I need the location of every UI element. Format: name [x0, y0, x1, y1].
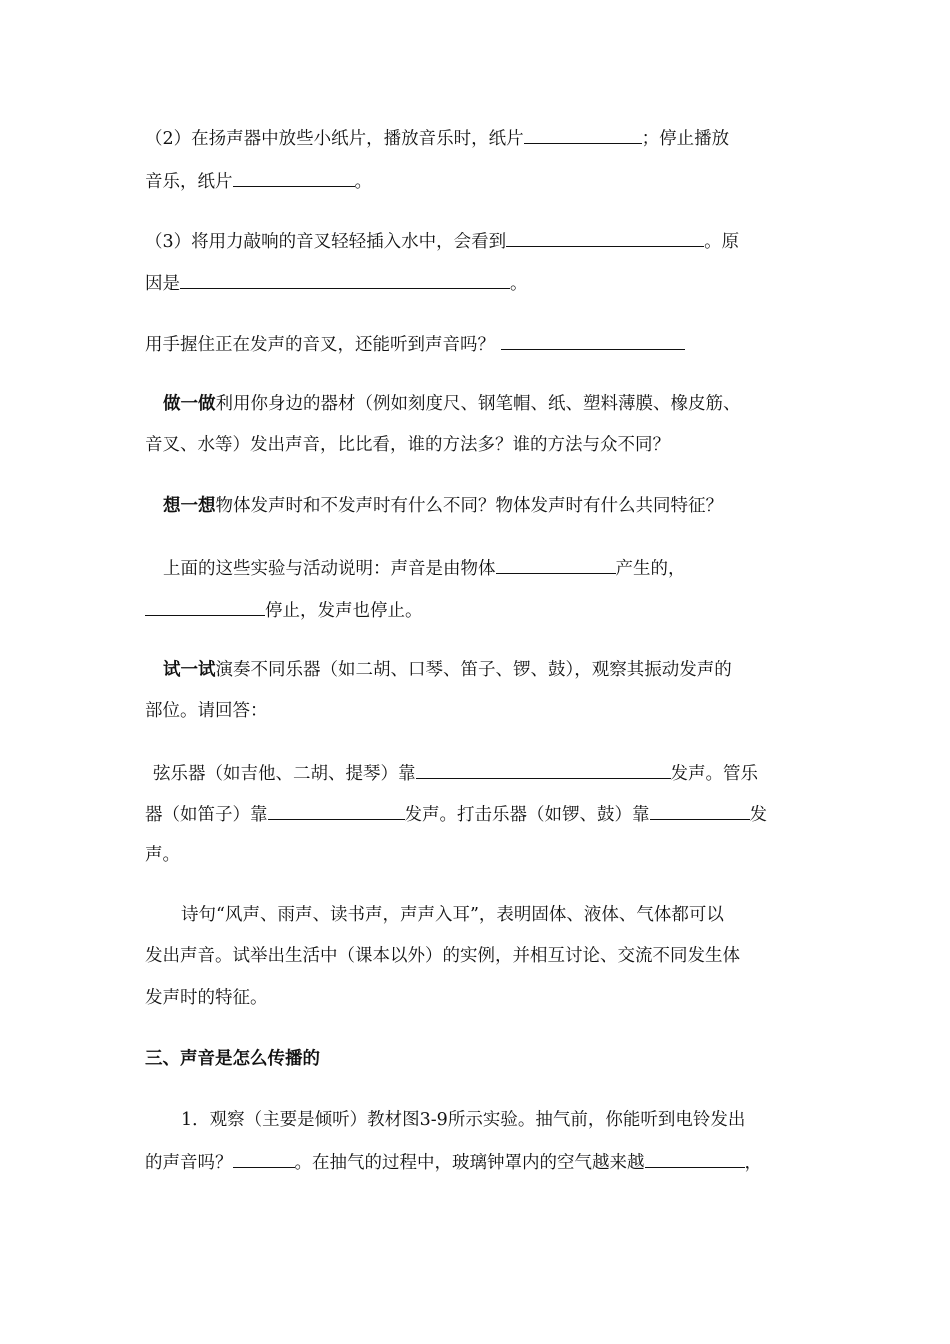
q3-line1: [145, 228, 739, 254]
hold-text: 用手握住正在发声的音叉，还能听到声音吗？: [145, 335, 495, 355]
zuo-line1: [163, 392, 741, 416]
q1-text-a: 1．观察（主要是倾听）教材图3-9所示实验。抽气前，你能听到电铃发出: [181, 1110, 746, 1130]
poem-line3: [145, 986, 268, 1010]
instruments-text-e: 发: [749, 805, 767, 825]
instruments-line1: [153, 760, 758, 786]
poem-text-c: 发声时的特征。: [145, 988, 268, 1008]
xiang-line: [163, 494, 723, 518]
shi-line1: [163, 658, 732, 682]
poem-text-a: 诗句“风声、雨声、读书声，声声入耳”，表明固体、液体、气体都可以: [181, 905, 724, 925]
conclusion-text-a: 上面的这些实验与活动说明：声音是由物体: [163, 559, 496, 579]
answer-blank[interactable]: [650, 801, 750, 820]
answer-blank[interactable]: [180, 270, 510, 289]
instruments-text-c: 器（如笛子）靠: [145, 805, 268, 825]
answer-blank[interactable]: [501, 331, 685, 350]
q1-line1: [181, 1108, 745, 1132]
q3-text-d: 。: [510, 274, 528, 294]
answer-blank[interactable]: [233, 168, 355, 187]
q3-text-b: 。原: [704, 232, 740, 252]
q2-line2: [145, 168, 372, 194]
answer-blank[interactable]: [416, 760, 671, 779]
instruments-text-b: 发声。管乐: [670, 764, 758, 784]
instruments-line3: [145, 843, 180, 867]
xiang-text-a: 物体发声时和不发声时有什么不同？物体发声时有什么共同特征？: [215, 496, 723, 516]
q3-text-a: （3）将用力敲响的音叉轻轻插入水中，会看到: [145, 232, 507, 252]
poem-text-b: 发出声音。试举出生活中（课本以外）的实例，并相互讨论、交流不同发生体: [145, 946, 740, 966]
shi-text-a: 演奏不同乐器（如二胡、口琴、笛子、锣、鼓），观察其振动发声的: [215, 660, 732, 680]
answer-blank[interactable]: [496, 555, 616, 574]
zuo-text-b: 音叉、水等）发出声音，比比看，谁的方法多？谁的方法与众不同？: [145, 435, 670, 455]
answer-blank[interactable]: [645, 1149, 745, 1168]
poem-line2: [145, 944, 740, 968]
q3-line2: [145, 270, 528, 296]
poem-line1: [181, 903, 724, 927]
q1-line2: [145, 1149, 762, 1175]
q2-text-c: 音乐，纸片: [145, 172, 233, 192]
zuo-text-a: 利用你身边的器材（例如刻度尺、钢笔帽、纸、塑料薄膜、橡皮筋、: [215, 394, 741, 414]
zuo-line2: [145, 433, 670, 457]
instruments-line2: [145, 801, 767, 827]
q1-text-d: ，: [744, 1153, 762, 1173]
conclusion-text-b: 产生的，: [615, 559, 686, 579]
instruments-text-a: 弦乐器（如吉他、二胡、提琴）靠: [153, 764, 416, 784]
q1-text-b: 的声音吗？: [145, 1153, 233, 1173]
conclusion-line2: [145, 597, 423, 623]
answer-blank[interactable]: [145, 597, 265, 616]
q3-text-c: 因是: [145, 274, 180, 294]
hold-question: [145, 331, 685, 357]
xiang-label: 想一想: [163, 496, 216, 516]
q2-line1: [145, 125, 729, 151]
q2-text-a: （2）在扬声器中放些小纸片，播放音乐时，纸片: [145, 129, 524, 149]
q1-text-c: 。在抽气的过程中，玻璃钟罩内的空气越来越: [294, 1153, 645, 1173]
answer-blank[interactable]: [524, 125, 642, 144]
shi-text-b: 部位。请回答：: [145, 701, 268, 721]
instruments-text-d: 发声。打击乐器（如锣、鼓）靠: [404, 805, 650, 825]
section-heading: 三、声音是怎么传播的: [145, 1049, 320, 1069]
q2-text-b: ；停止播放: [641, 129, 730, 149]
answer-blank[interactable]: [506, 228, 704, 247]
shi-label: 试一试: [163, 660, 216, 680]
zuo-label: 做一做: [163, 394, 216, 414]
q2-text-d: 。: [354, 172, 372, 192]
shi-line2: [145, 699, 268, 723]
conclusion-line1: [163, 555, 686, 581]
answer-blank[interactable]: [268, 801, 405, 820]
instruments-text-f: 声。: [145, 845, 180, 865]
conclusion-text-c: 停止，发声也停止。: [265, 601, 423, 621]
answer-blank[interactable]: [233, 1149, 295, 1168]
